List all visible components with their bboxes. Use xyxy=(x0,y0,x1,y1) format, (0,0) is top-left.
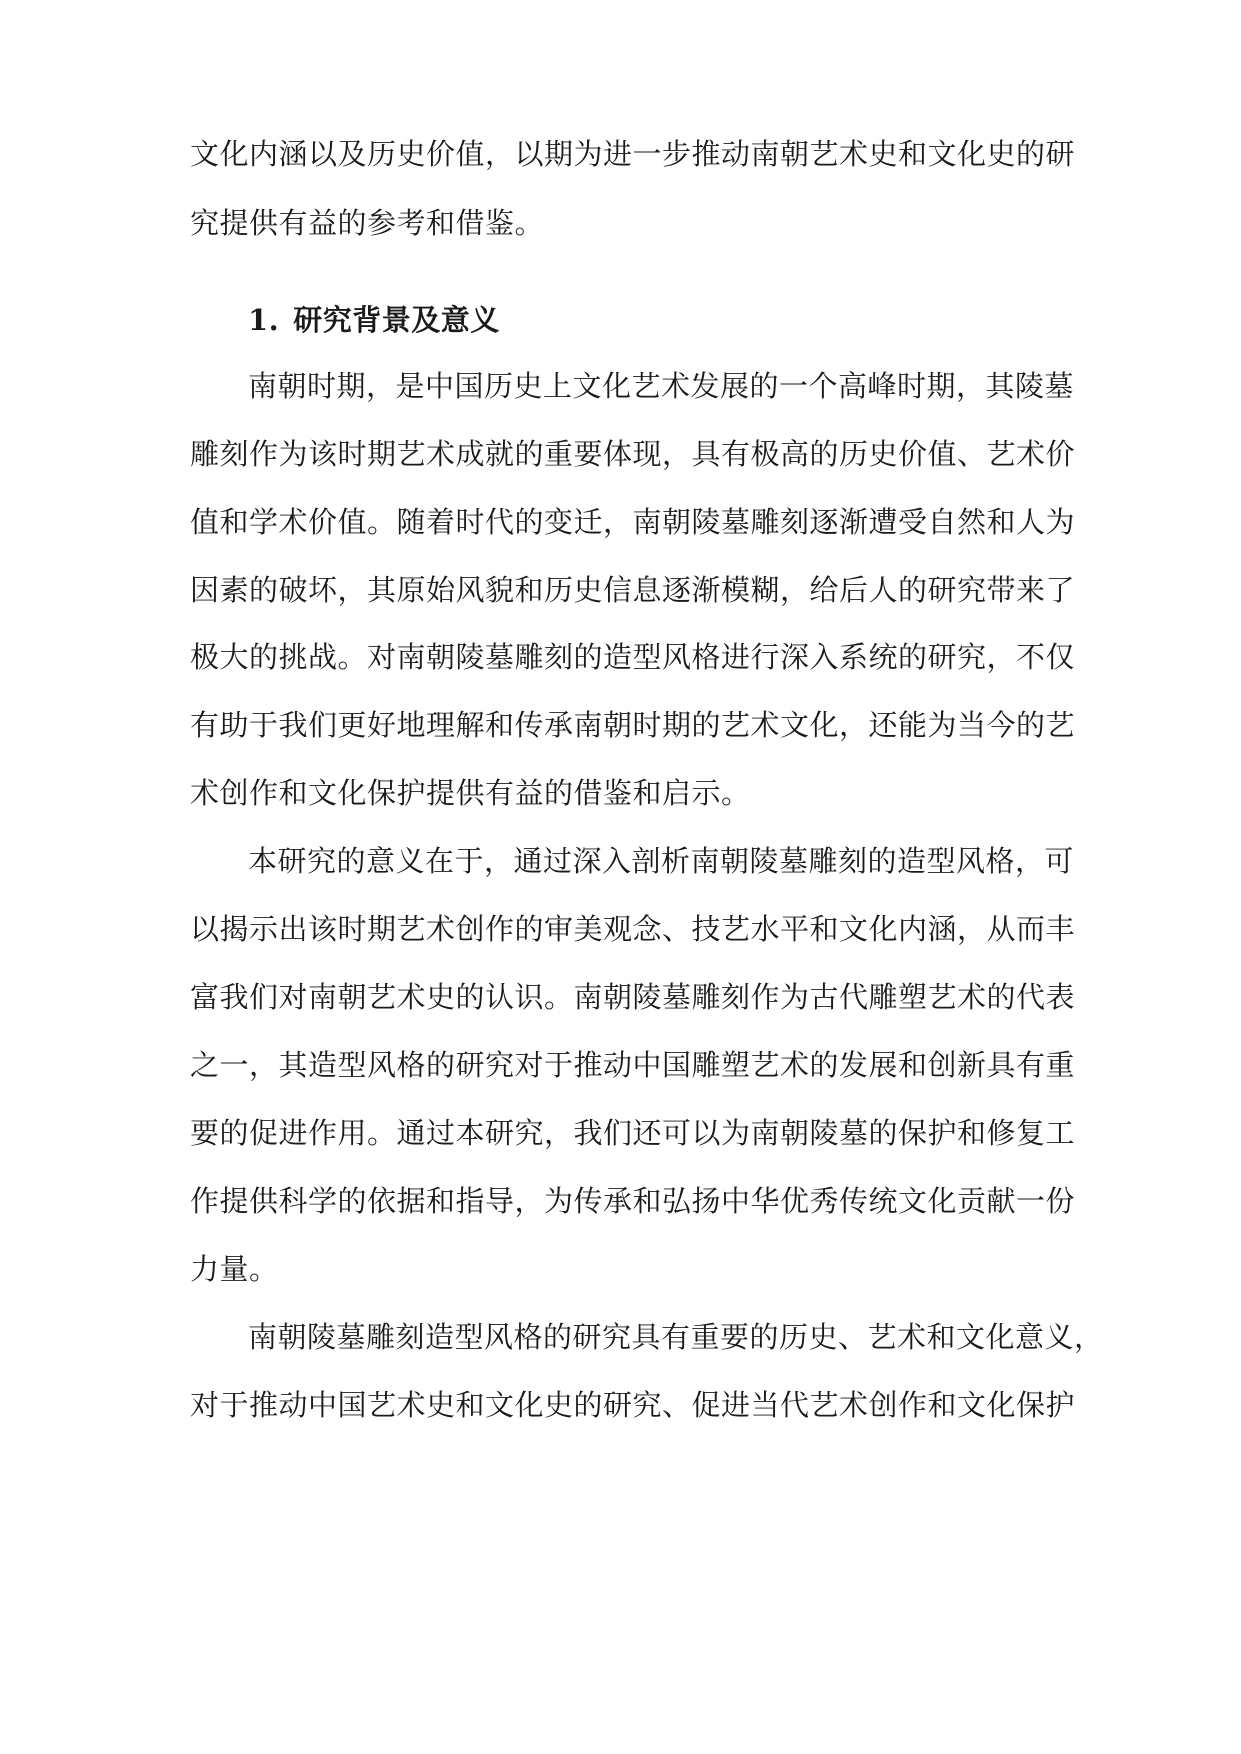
paragraph-2-line-4: 之一，其造型风格的研究对于推动中国雕塑艺术的发展和创新具有重 xyxy=(190,1048,1076,1082)
paragraph-2-line-7: 力量。 xyxy=(190,1252,279,1286)
section-heading xyxy=(248,300,500,340)
paragraph-2-line-5: 要的促进作用。通过本研究，我们还可以为南朝陵墓的保护和修复工 xyxy=(190,1116,1076,1150)
paragraph-1-line-5: 极大的挑战。对南朝陵墓雕刻的造型风格进行深入系统的研究，不仅 xyxy=(190,640,1076,674)
paragraph-2-line-3: 富我们对南朝艺术史的认识。南朝陵墓雕刻作为古代雕塑艺术的代表 xyxy=(190,980,1076,1014)
paragraph-3-line-1: 南朝陵墓雕刻造型风格的研究具有重要的历史、艺术和文化意义， xyxy=(248,1320,1104,1354)
paragraph-1-line-2: 雕刻作为该时期艺术成就的重要体现，具有极高的历史价值、艺术价 xyxy=(190,437,1076,471)
paragraph-2-line-1: 本研究的意义在于，通过深入剖析南朝陵墓雕刻的造型风格，可 xyxy=(248,844,1075,878)
section-heading-number: 1. xyxy=(248,303,280,337)
paragraph-2-line-2: 以揭示出该时期艺术创作的审美观念、技艺水平和文化内涵，从而丰 xyxy=(190,912,1076,946)
intro-line-1: 文化内涵以及历史价值，以期为进一步推动南朝艺术史和文化史的研 xyxy=(190,137,1076,171)
paragraph-1-line-7: 术创作和文化保护提供有益的借鉴和启示。 xyxy=(190,776,751,810)
intro-line-2: 究提供有益的参考和借鉴。 xyxy=(190,206,545,240)
paragraph-1-line-3: 值和学术价值。随着时代的变迁，南朝陵墓雕刻逐渐遭受自然和人为 xyxy=(190,505,1076,539)
paragraph-1-line-4: 因素的破坏，其原始风貌和历史信息逐渐模糊，给后人的研究带来了 xyxy=(190,573,1076,607)
paragraph-1-line-1: 南朝时期，是中国历史上文化艺术发展的一个高峰时期，其陵墓 xyxy=(248,369,1075,403)
paragraph-1-line-6: 有助于我们更好地理解和传承南朝时期的艺术文化，还能为当今的艺 xyxy=(190,708,1076,742)
section-heading-title: 研究背景及意义 xyxy=(293,303,500,337)
paragraph-3-line-2: 对于推动中国艺术史和文化史的研究、促进当代艺术创作和文化保护 xyxy=(190,1388,1076,1422)
paragraph-2-line-6: 作提供科学的依据和指导，为传承和弘扬中华优秀传统文化贡献一份 xyxy=(190,1184,1076,1218)
